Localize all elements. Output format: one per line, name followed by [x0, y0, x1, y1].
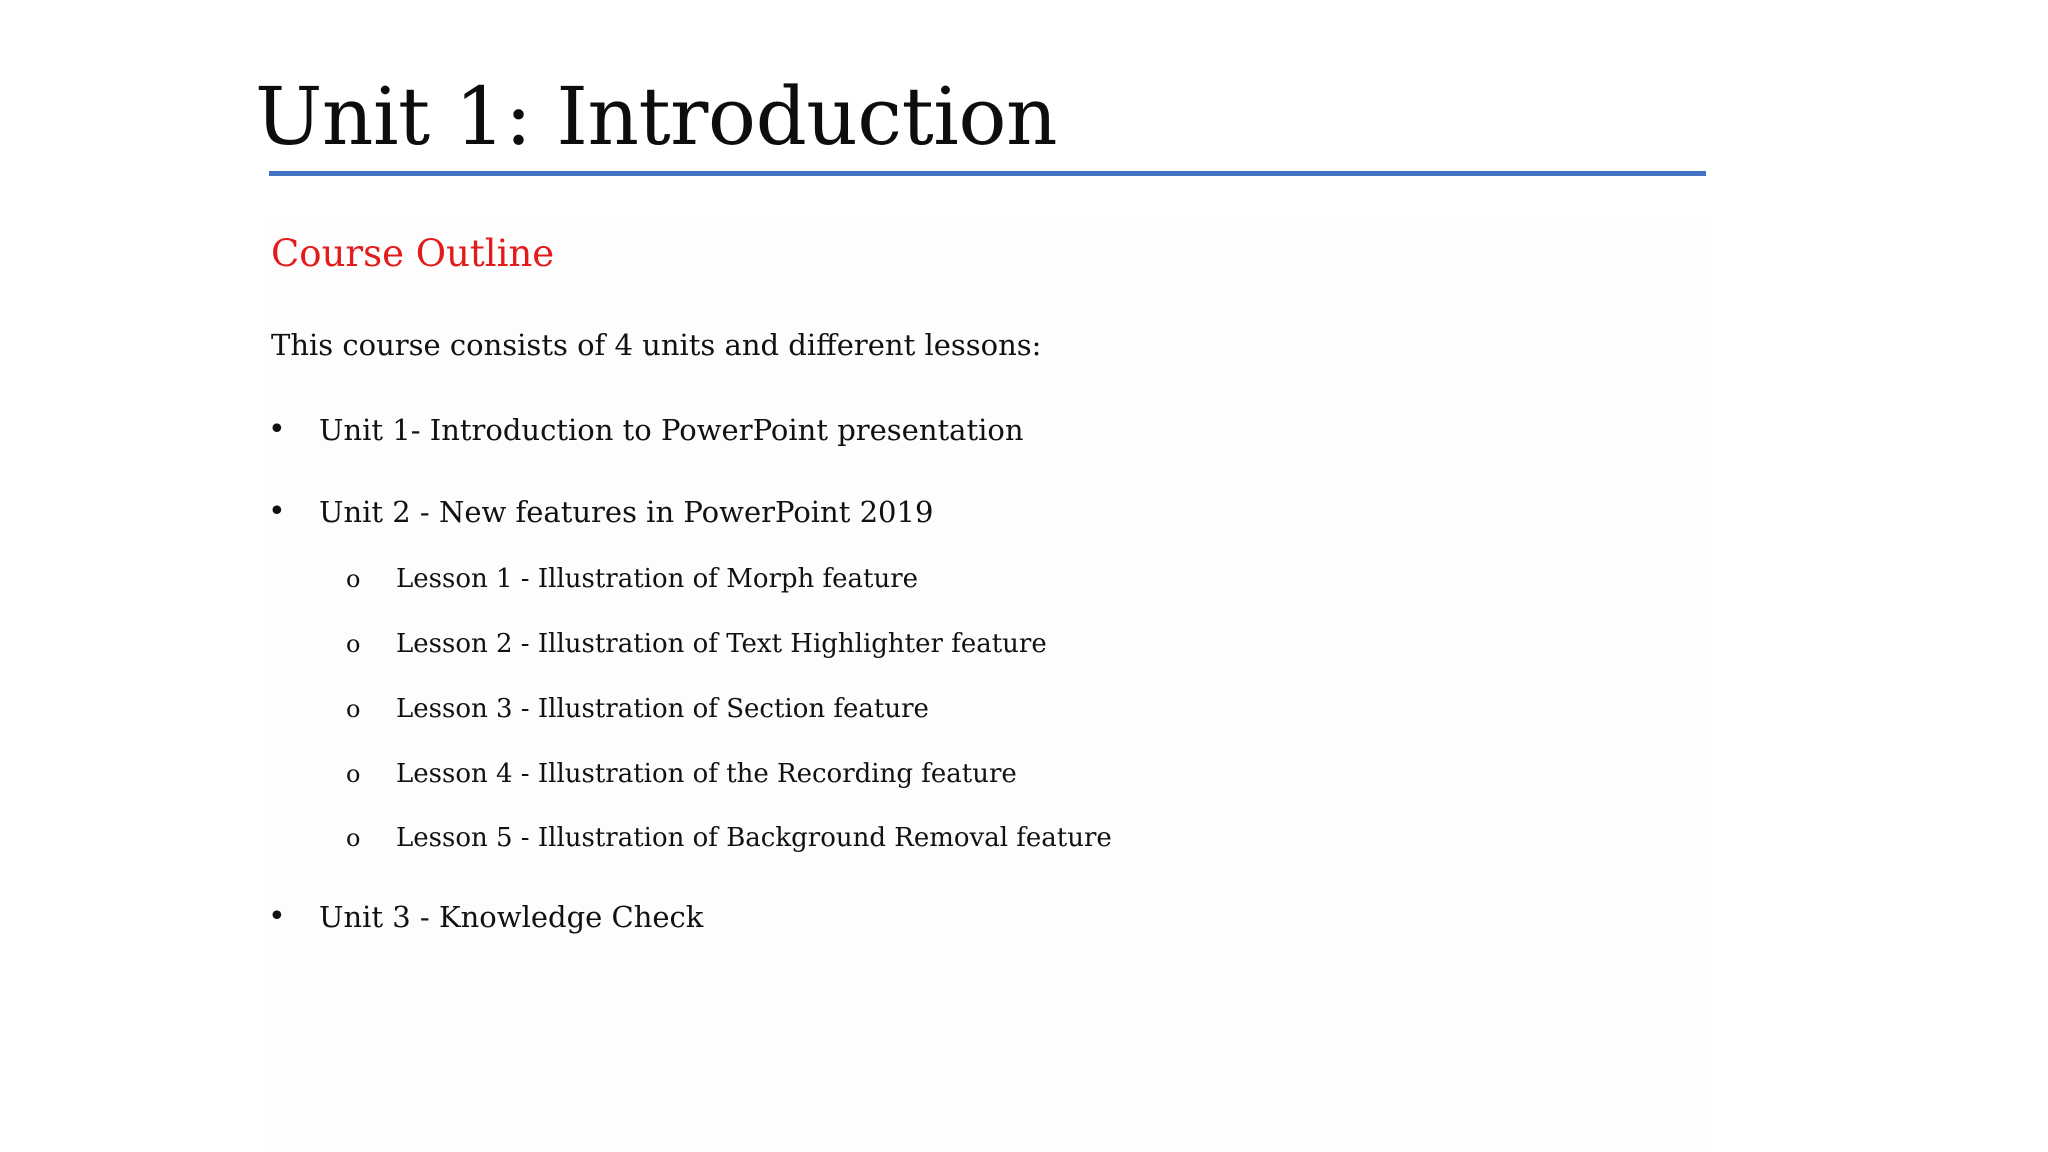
- lesson-label: Lesson 3 - Illustration of Section feature: [396, 694, 929, 724]
- lesson-item: [346, 687, 929, 731]
- section-heading: Course Outline: [271, 232, 555, 275]
- unit-item: [268, 405, 1024, 455]
- slide-title: Unit 1: Introduction: [255, 70, 1058, 163]
- lesson-item: [346, 622, 1047, 666]
- bullet-icon: •: [268, 899, 286, 934]
- unit-label: Unit 3 - Knowledge Check: [319, 900, 704, 934]
- hollow-circle-icon: o: [346, 760, 361, 788]
- unit-label: Unit 2 - New features in PowerPoint 2019: [319, 495, 934, 529]
- hollow-circle-icon: o: [346, 695, 361, 723]
- hollow-circle-icon: o: [346, 565, 361, 593]
- lesson-label: Lesson 4 - Illustration of the Recording feature: [396, 759, 1017, 789]
- lesson-item: [346, 557, 918, 601]
- unit-item: [268, 892, 703, 942]
- lesson-label: Lesson 2 - Illustration of Text Highlighter feature: [396, 629, 1047, 659]
- hollow-circle-icon: o: [346, 630, 361, 658]
- lesson-item: [346, 816, 1112, 860]
- hollow-circle-icon: o: [346, 824, 361, 852]
- intro-text: This course consists of 4 units and different lessons:: [271, 328, 1042, 362]
- bullet-icon: •: [268, 494, 286, 529]
- bullet-icon: •: [268, 412, 286, 447]
- unit-item: [268, 487, 933, 537]
- lesson-label: Lesson 1 - Illustration of Morph feature: [396, 564, 919, 594]
- unit-label: Unit 1- Introduction to PowerPoint presentation: [319, 413, 1024, 447]
- lesson-item: [346, 752, 1017, 796]
- lesson-label: Lesson 5 - Illustration of Background Removal feature: [396, 823, 1112, 853]
- title-underline: [269, 171, 1706, 176]
